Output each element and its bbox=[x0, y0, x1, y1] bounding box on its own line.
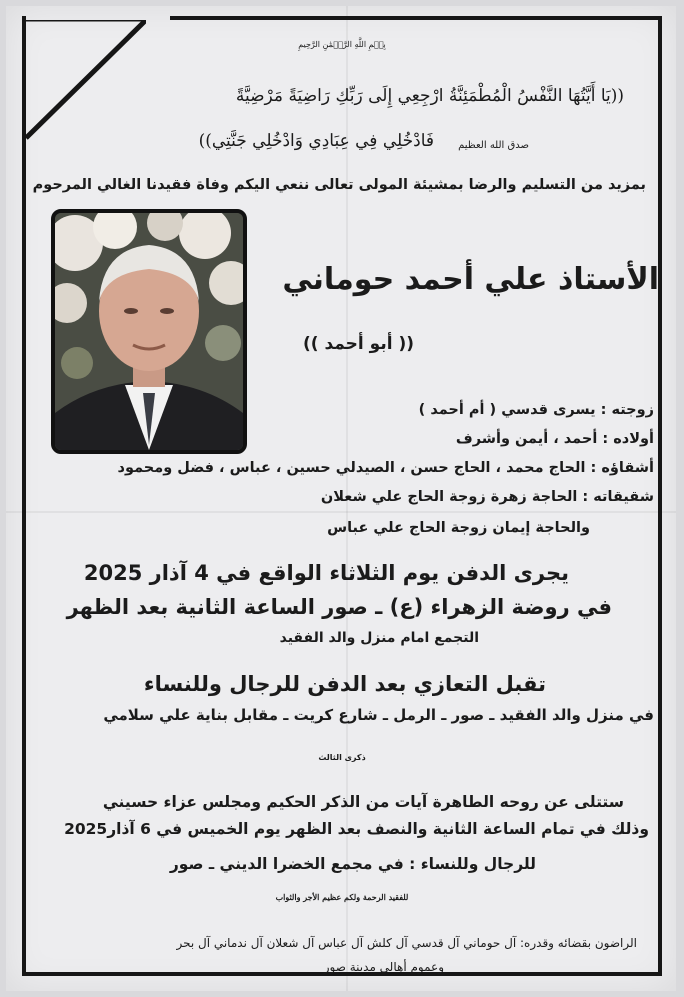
recitation-line-1: ستتلى عن روحه الطاهرة آيات من الذكر الحكيم ومجلس عزاء حسيني bbox=[102, 793, 624, 811]
recitation-line-3: للرجال وللنساء : في مجمع الخضرا الديني ـ صور bbox=[169, 855, 536, 873]
recitation-line-2: وذلك في تمام الساعة الثانية والنصف بعد الظهر يوم الخميس في 6 آذار2025 bbox=[64, 820, 649, 838]
family-sisters-line-1: شقيقاته : الحاجة زهرة زوجة الحاج علي شعلان bbox=[320, 489, 654, 505]
closing-prayer: للفقيد الرحمة ولكم عظيم الأجر والثواب bbox=[275, 892, 409, 902]
family-wife: زوجته : يسرى قدسي ( أم أحمد ) bbox=[418, 402, 654, 418]
quran-verse-line-2: فَادْخُلِي فِي عِبَادِي وَادْخُلِي جَنَّتِي)) bbox=[198, 131, 434, 151]
frame-top-edge bbox=[170, 16, 658, 20]
deceased-kunya: (( أبو أحمد )) bbox=[303, 334, 414, 354]
condolences-address: في منزل والد الفقيد ـ صور ـ الرمل ـ شارع كريت ـ مقابل بناية علي سلامي bbox=[103, 706, 654, 724]
condolences-title: تقبل التعازي بعد الدفن للرجال وللنساء bbox=[143, 672, 546, 696]
family-sisters-line-2: والحاجة إيمان زوجة الحاج علي عباس bbox=[327, 520, 590, 536]
sadaq-allah: صدق الله العظيم bbox=[458, 140, 529, 151]
quran-verse-line-1: ((يَا أَيَّتُهَا النَّفْسُ الْمُطْمَئِنَّةُ ارْجِعِي إِلَى رَبِّكِ رَاضِيَةً مَرْضِيَّةً bbox=[235, 86, 624, 106]
announcement-intro: بمزيد من التسليم والرضا بمشيئة المولى تعالى ننعي اليكم وفاة فقيدنا الغالي المرحوم bbox=[32, 177, 646, 193]
deceased-name: الأستاذ علي أحمد حوماني bbox=[282, 262, 659, 297]
third-day-title: ذكرى الثالث bbox=[318, 753, 366, 762]
gathering-point: التجمع امام منزل والد الفقيد bbox=[279, 630, 479, 646]
burial-date: يجرى الدفن يوم الثلاثاء الواقع في 4 آذار 2025 bbox=[83, 561, 569, 585]
basmala: بِسۡمِ اللَّهِ الرَّحۡمَٰنِ الرَّحِيمِ bbox=[298, 40, 386, 49]
frame-mourning-corner bbox=[26, 20, 146, 140]
family-brothers: أشقاؤه : الحاج محمد ، الحاج حسن ، الصيدلي حسين ، عباس ، فضل ومحمود bbox=[117, 460, 654, 476]
burial-place-time: في روضة الزهراء (ع) ـ صور الساعة الثانية بعد الظهر bbox=[66, 595, 612, 619]
bereaved-families-line-1: الراضون بقضائه وقدره: آل حوماني آل قدسي آل كلش آل عباس آل شعلان آل ندماني آل بحر bbox=[176, 936, 637, 950]
family-children: أولاده : أحمد ، أيمن وأشرف bbox=[455, 431, 654, 447]
bereaved-families-line-2: وعموم أهالي مدينة صور bbox=[323, 960, 444, 974]
deceased-portrait bbox=[51, 209, 247, 454]
